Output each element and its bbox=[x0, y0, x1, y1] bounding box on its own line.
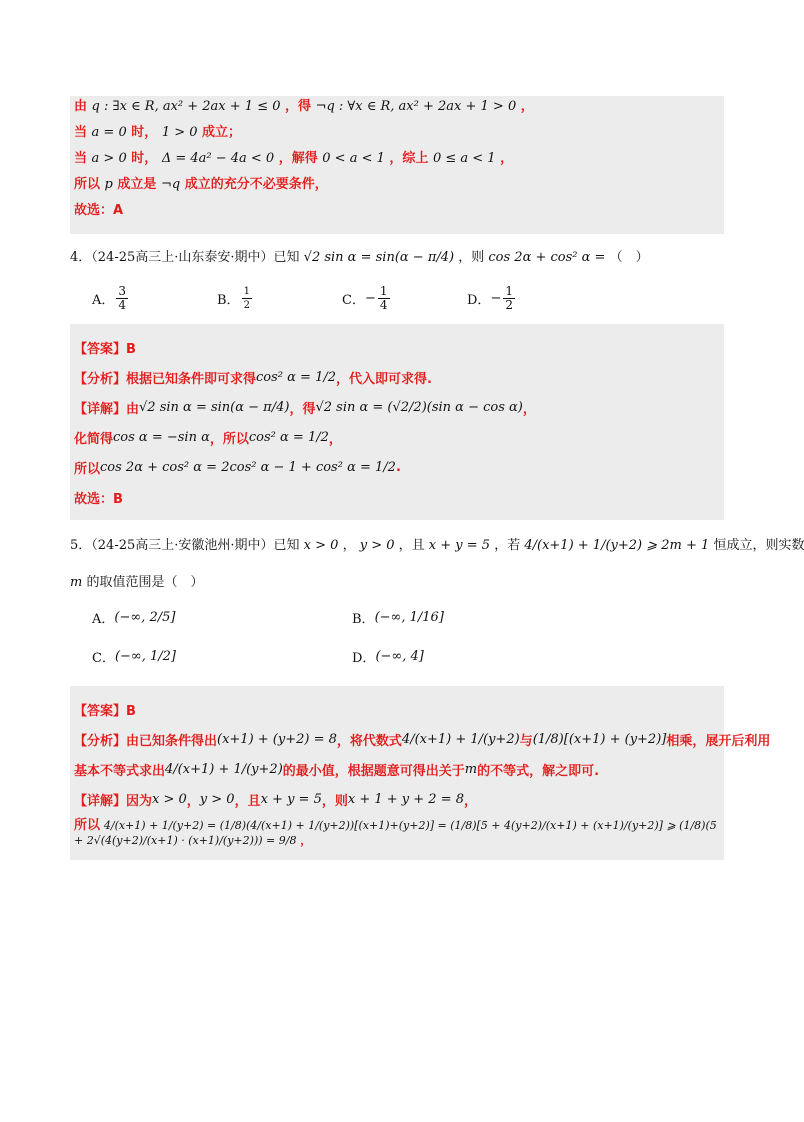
text: ， bbox=[520, 99, 534, 114]
options-row-1 bbox=[92, 608, 724, 627]
text: 【详解】由 bbox=[74, 401, 140, 417]
formula: a > 0 bbox=[91, 151, 127, 166]
option-label: D． bbox=[467, 293, 491, 308]
formula: ¬q bbox=[160, 177, 181, 192]
formula: √2 sin α = sin(α − π/4) bbox=[303, 250, 455, 265]
detail-line-3 bbox=[74, 456, 720, 478]
text: ， bbox=[300, 834, 312, 847]
text: ，解得 bbox=[278, 151, 318, 166]
formula: x > 0 bbox=[152, 791, 187, 807]
solution-line-5: 故选：A bbox=[74, 203, 124, 218]
analysis-line-2 bbox=[74, 758, 720, 780]
formula: 4/(x+1) + 1/(y+2) bbox=[401, 731, 520, 747]
denominator: 4 bbox=[379, 298, 388, 312]
text: 【分析】由已知条件得出 bbox=[74, 733, 218, 749]
detail-line-2 bbox=[74, 426, 720, 448]
question-text: ，且 bbox=[398, 538, 425, 553]
text: 化简得 bbox=[74, 431, 114, 447]
option-label: C． bbox=[92, 651, 115, 666]
formula: 4/(x+1) + 1/(y+2) bbox=[165, 761, 283, 777]
formula: x + 1 + y + 2 = 8 bbox=[347, 791, 464, 807]
text: ，将代数式 bbox=[336, 733, 402, 749]
text: ，得 bbox=[289, 401, 316, 417]
formula: (x+1) + (y+2) = 8 bbox=[217, 731, 337, 747]
text: 所以 bbox=[74, 461, 101, 477]
analysis-line bbox=[74, 366, 720, 388]
formula: x + y = 5 bbox=[428, 538, 491, 553]
text: 相乘，展开后利用 bbox=[666, 733, 771, 749]
text: 当 bbox=[74, 125, 88, 140]
pick-line: 故选：B bbox=[74, 491, 123, 507]
text: 【分析】根据已知条件即可求得 bbox=[74, 371, 257, 387]
text: 与 bbox=[519, 733, 533, 749]
text: 当 bbox=[74, 151, 88, 166]
formula: cos 2α + cos² α = bbox=[488, 250, 606, 265]
text: ， bbox=[186, 793, 200, 809]
option-c bbox=[342, 285, 467, 312]
fraction bbox=[503, 285, 515, 312]
option-sign: − bbox=[364, 291, 376, 306]
option-label: D． bbox=[352, 651, 376, 666]
text: 所以 bbox=[74, 818, 101, 833]
solution-block-q5 bbox=[70, 686, 771, 860]
text: 的最小值，根据题意可得出关于 bbox=[282, 763, 465, 779]
formula: m bbox=[70, 575, 83, 590]
formula: cos² α = 1/2 bbox=[248, 429, 329, 445]
fraction bbox=[116, 285, 128, 312]
options-row-2 bbox=[92, 647, 724, 666]
option-a bbox=[92, 285, 217, 312]
numerator: 1 bbox=[379, 284, 388, 298]
option-value: (−∞, 2/5] bbox=[114, 610, 176, 625]
text: 成立； bbox=[202, 125, 242, 140]
text: 成立是 bbox=[117, 177, 157, 192]
text: 成立的充分不必要条件， bbox=[184, 177, 328, 192]
answer-line: 【答案】B bbox=[74, 341, 136, 357]
option-a bbox=[92, 608, 352, 627]
denominator: 2 bbox=[243, 300, 250, 311]
option-value: (−∞, 1/16] bbox=[374, 610, 444, 625]
denominator: 2 bbox=[505, 298, 513, 312]
option-c bbox=[92, 647, 352, 666]
question-text: 5．（24-25高三上·安徽池州·期中）已知 bbox=[70, 538, 300, 553]
formula: y > 0 bbox=[199, 791, 235, 807]
option-b bbox=[217, 285, 342, 312]
text: 基本不等式求出 bbox=[74, 763, 166, 779]
detail-line-2 bbox=[74, 818, 720, 848]
formula: y > 0 bbox=[359, 538, 395, 553]
option-label: A． bbox=[92, 293, 115, 308]
text: ， bbox=[464, 793, 478, 809]
text: ，则 bbox=[321, 793, 348, 809]
text: ， bbox=[500, 151, 514, 166]
question-text: 恒成立，则实数 bbox=[713, 538, 804, 553]
solution-line-2 bbox=[74, 124, 718, 141]
formula: 0 ≤ a < 1 bbox=[432, 151, 496, 166]
question-text: （ ） bbox=[609, 250, 649, 265]
numerator: 3 bbox=[118, 284, 127, 298]
option-b bbox=[352, 608, 612, 627]
formula: a = 0 bbox=[91, 125, 127, 140]
formula: cos² α = 1/2 bbox=[256, 369, 336, 385]
formula: x + y = 5 bbox=[260, 791, 322, 807]
question-4-stem bbox=[70, 246, 724, 265]
formula: 0 < a < 1 bbox=[322, 151, 385, 166]
text: 所以 bbox=[74, 177, 101, 192]
formula: 1 > 0 bbox=[161, 125, 198, 140]
formula: 4/(x+1) + 1/(y+2) = (1/8)(4/(x+1) + 1/(y+2))[(x+1)+(y+2)] = (1/8)[5 + 4(y+2)/(x+1) + (x+1)/(y+2)] ⩾ (1/8)(5 + 2√(4(y+2)/(x+1) · (x+1)/(y+2))) = 9/8 bbox=[74, 819, 717, 847]
solution-line-3 bbox=[74, 150, 718, 167]
option-label: A． bbox=[92, 612, 115, 627]
formula: p bbox=[104, 177, 113, 192]
text: ，综上 bbox=[389, 151, 429, 166]
formula: ¬q : ∀x ∈ R, ax² + 2ax + 1 > 0 bbox=[315, 99, 517, 114]
numerator: 1 bbox=[243, 286, 250, 297]
text: 【详解】因为 bbox=[74, 793, 153, 809]
option-sign: − bbox=[490, 291, 502, 306]
fraction bbox=[378, 285, 390, 312]
question-text: 的取值范围是（ ） bbox=[86, 575, 204, 590]
text: ，得 bbox=[285, 99, 312, 114]
text: 时， bbox=[131, 151, 158, 166]
option-value: (−∞, 4] bbox=[375, 649, 424, 664]
text: 由 bbox=[74, 99, 88, 114]
denominator: 4 bbox=[118, 298, 127, 312]
page-content bbox=[70, 96, 804, 860]
option-label: B． bbox=[352, 612, 375, 627]
formula: 4/(x+1) + 1/(y+2) ⩾ 2m + 1 bbox=[524, 538, 710, 553]
formula: x > 0 bbox=[303, 538, 339, 553]
question-5-stem bbox=[70, 534, 804, 553]
question-text: ，则 bbox=[458, 250, 485, 265]
formula: √2 sin α = sin(α − π/4) bbox=[139, 399, 290, 415]
text: ，且 bbox=[234, 793, 261, 809]
option-label: C． bbox=[342, 293, 365, 308]
solution-line-1 bbox=[74, 98, 718, 115]
detail-line-1 bbox=[74, 396, 720, 418]
numerator: 1 bbox=[505, 284, 513, 298]
question-text: ，若 bbox=[494, 538, 521, 553]
analysis-line-1 bbox=[74, 728, 771, 750]
question-text: 4．（24-25高三上·山东泰安·期中）已知 bbox=[70, 250, 300, 265]
solution-line-4 bbox=[74, 176, 718, 193]
option-d bbox=[352, 647, 612, 666]
question-text: ， bbox=[342, 538, 356, 553]
text: 的不等式，解之即可. bbox=[477, 763, 600, 779]
text: ，所以 bbox=[209, 431, 249, 447]
formula: √2 sin α = (√2/2)(sin α − cos α) bbox=[315, 399, 523, 415]
detail-line-1 bbox=[74, 788, 720, 810]
option-value: (−∞, 1/2] bbox=[114, 649, 177, 664]
text: 时， bbox=[131, 125, 158, 140]
question-5-options bbox=[92, 608, 724, 666]
text: ，代入即可求得. bbox=[336, 371, 432, 387]
formula: (1/8)[(x+1) + (y+2)] bbox=[532, 731, 667, 747]
option-d bbox=[467, 285, 592, 312]
option-label: B． bbox=[217, 293, 240, 308]
question-5-stem-line2 bbox=[70, 571, 724, 590]
text: ， bbox=[522, 401, 536, 417]
question-4-options bbox=[92, 285, 724, 312]
solution-block-q3 bbox=[70, 96, 724, 234]
formula: cos 2α + cos² α = 2cos² α − 1 + cos² α = 1/2 bbox=[100, 459, 396, 475]
formula: q : ∃x ∈ R, ax² + 2ax + 1 ≤ 0 bbox=[91, 99, 281, 114]
fraction bbox=[242, 285, 252, 312]
formula: m bbox=[464, 761, 478, 777]
text: . bbox=[395, 459, 401, 475]
answer-line: 【答案】B bbox=[74, 703, 136, 719]
formula: Δ = 4a² − 4a < 0 bbox=[161, 151, 275, 166]
formula: cos α = −sin α bbox=[113, 429, 210, 445]
text: ， bbox=[328, 431, 342, 447]
solution-block-q4 bbox=[70, 324, 724, 520]
